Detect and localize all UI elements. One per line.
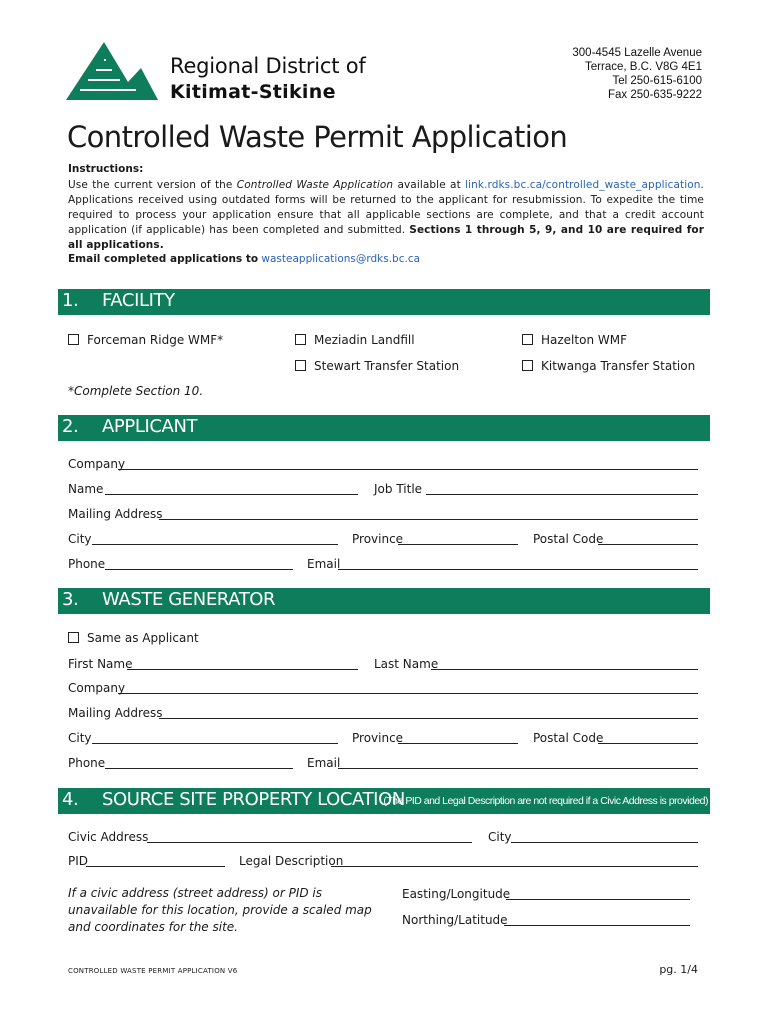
site-easting-label: Easting/Longitude (402, 887, 511, 901)
section-number: 2. (62, 416, 79, 437)
instr-text-b: available at (393, 179, 466, 191)
address-tel: Tel 250-615-6100 (612, 75, 702, 87)
option-label: Meziadin Landfill (314, 333, 415, 347)
applicant-company-label: Company (68, 457, 126, 471)
applicant-name-label: Name (68, 482, 104, 496)
generator-province-field[interactable] (398, 732, 518, 744)
section-applicant-header (58, 415, 710, 441)
site-coordinates-note: If a civic address (street address) or PID is unavailable for this location, provide a scaled map and coordinates for the site. (68, 886, 372, 934)
instructions-heading: Instructions: (68, 163, 144, 175)
generator-lastname-field[interactable] (431, 658, 698, 670)
org-name-line1: Regional District of (170, 54, 366, 78)
generator-mailing-label: Mailing Address (68, 706, 163, 720)
generator-city-field[interactable] (92, 732, 338, 744)
section-note: (The PID and Legal Description are not required if a Civic Address is provided) (383, 795, 708, 807)
section-label: APPLICANT (102, 416, 198, 437)
site-northing-field[interactable] (504, 914, 690, 926)
email-instruction (68, 253, 420, 265)
facility-footnote: *Complete Section 10. (68, 384, 204, 398)
option-label: Stewart Transfer Station (314, 359, 460, 373)
section-facility-header (58, 289, 710, 315)
section-number: 1. (62, 290, 79, 311)
instr-required-sections: Sections 1 through 5, 9, and 10 are required for all applications. (68, 224, 704, 251)
applicant-phone-field[interactable] (105, 558, 293, 570)
applicant-mailing-field[interactable] (159, 508, 698, 520)
site-pid-field[interactable] (86, 855, 225, 867)
site-city-label: City (488, 830, 512, 844)
checkbox[interactable] (295, 334, 306, 345)
applicant-email-field[interactable] (338, 558, 698, 570)
org-name-line2: Kitimat-Stikine (170, 81, 336, 103)
instr-text-a: Use the current version of the (68, 179, 237, 191)
generator-email-label: Email (307, 756, 341, 770)
generator-same-as-applicant[interactable] (68, 631, 199, 645)
generator-postal-label: Postal Code (533, 731, 604, 745)
section-label: SOURCE SITE PROPERTY LOCATION (102, 789, 405, 810)
section-label: FACILITY (102, 290, 175, 311)
generator-phone-field[interactable] (105, 757, 293, 769)
generator-company-field[interactable] (118, 682, 698, 694)
generator-company-label: Company (68, 681, 126, 695)
generator-firstname-field[interactable] (127, 658, 358, 670)
checkbox[interactable] (522, 360, 533, 371)
applicant-email-label: Email (307, 557, 341, 571)
site-legal-field[interactable] (331, 855, 698, 867)
email-label: Email completed applications to (68, 253, 259, 265)
site-legal-label: Legal Description (239, 854, 344, 868)
instr-form-name: Controlled Waste Application (236, 179, 394, 191)
section-label: WASTE GENERATOR (102, 589, 276, 610)
applicant-jobtitle-label: Job Title (374, 482, 423, 496)
applicant-jobtitle-field[interactable] (426, 483, 698, 495)
checkbox[interactable] (68, 632, 79, 643)
applicant-company-field[interactable] (118, 458, 698, 470)
applicant-province-field[interactable] (398, 533, 518, 545)
generator-province-label: Province (352, 731, 404, 745)
section-number: 3. (62, 589, 79, 610)
facility-option-forceman[interactable] (68, 333, 223, 347)
site-easting-field[interactable] (506, 888, 690, 900)
application-link[interactable]: link.rdks.bc.ca/controlled_waste_application (465, 179, 701, 191)
instr-text-c: . Applications received using outdated forms will be returned to the applicant for resubmission. To expedite the time required to process your application ensure that all applicable sections are complete, and that a credit account application (if applicable) has been completed and submitted. (68, 179, 704, 236)
generator-lastname-label: Last Name (374, 657, 439, 671)
option-label: Same as Applicant (87, 631, 199, 645)
org-address (572, 46, 702, 102)
checkbox[interactable] (295, 360, 306, 371)
footer-form-version: CONTROLLED WASTE PERMIT APPLICATION V6 (68, 967, 238, 975)
instructions-text (68, 178, 704, 253)
generator-city-label: City (68, 731, 92, 745)
option-label: Kitwanga Transfer Station (541, 359, 696, 373)
checkbox[interactable] (68, 334, 79, 345)
option-label: Hazelton WMF (541, 333, 627, 347)
applicant-phone-label: Phone (68, 557, 106, 571)
generator-postal-field[interactable] (598, 732, 698, 744)
section-number: 4. (62, 789, 79, 810)
page-title: Controlled Waste Permit Application (67, 120, 568, 154)
generator-email-field[interactable] (338, 757, 698, 769)
email-link[interactable]: wasteapplications@rdks.bc.ca (261, 253, 421, 265)
applicant-province-label: Province (352, 532, 404, 546)
generator-firstname-label: First Name (68, 657, 133, 671)
facility-option-stewart[interactable] (295, 359, 459, 373)
site-civic-field[interactable] (147, 831, 472, 843)
site-city-field[interactable] (511, 831, 698, 843)
generator-mailing-field[interactable] (159, 707, 698, 719)
address-street: 300-4545 Lazelle Avenue (572, 47, 702, 59)
facility-option-hazelton[interactable] (522, 333, 627, 347)
address-fax: Fax 250-635-9222 (608, 89, 702, 101)
option-label: Forceman Ridge WMF* (87, 333, 224, 347)
site-civic-label: Civic Address (68, 830, 149, 844)
applicant-city-label: City (68, 532, 92, 546)
address-city: Terrace, B.C. V8G 4E1 (585, 61, 702, 73)
generator-phone-label: Phone (68, 756, 106, 770)
section-generator-header (58, 588, 710, 614)
facility-option-meziadin[interactable] (295, 333, 415, 347)
facility-option-kitwanga[interactable] (522, 359, 695, 373)
site-northing-label: Northing/Latitude (402, 913, 508, 927)
applicant-postal-field[interactable] (598, 533, 698, 545)
applicant-mailing-label: Mailing Address (68, 507, 163, 521)
checkbox[interactable] (522, 334, 533, 345)
footer-page-number: pg. 1/4 (659, 963, 698, 976)
site-pid-label: PID (68, 854, 89, 868)
section-source-site-header (58, 788, 710, 814)
applicant-postal-label: Postal Code (533, 532, 604, 546)
applicant-city-field[interactable] (92, 533, 338, 545)
applicant-name-field[interactable] (105, 483, 358, 495)
